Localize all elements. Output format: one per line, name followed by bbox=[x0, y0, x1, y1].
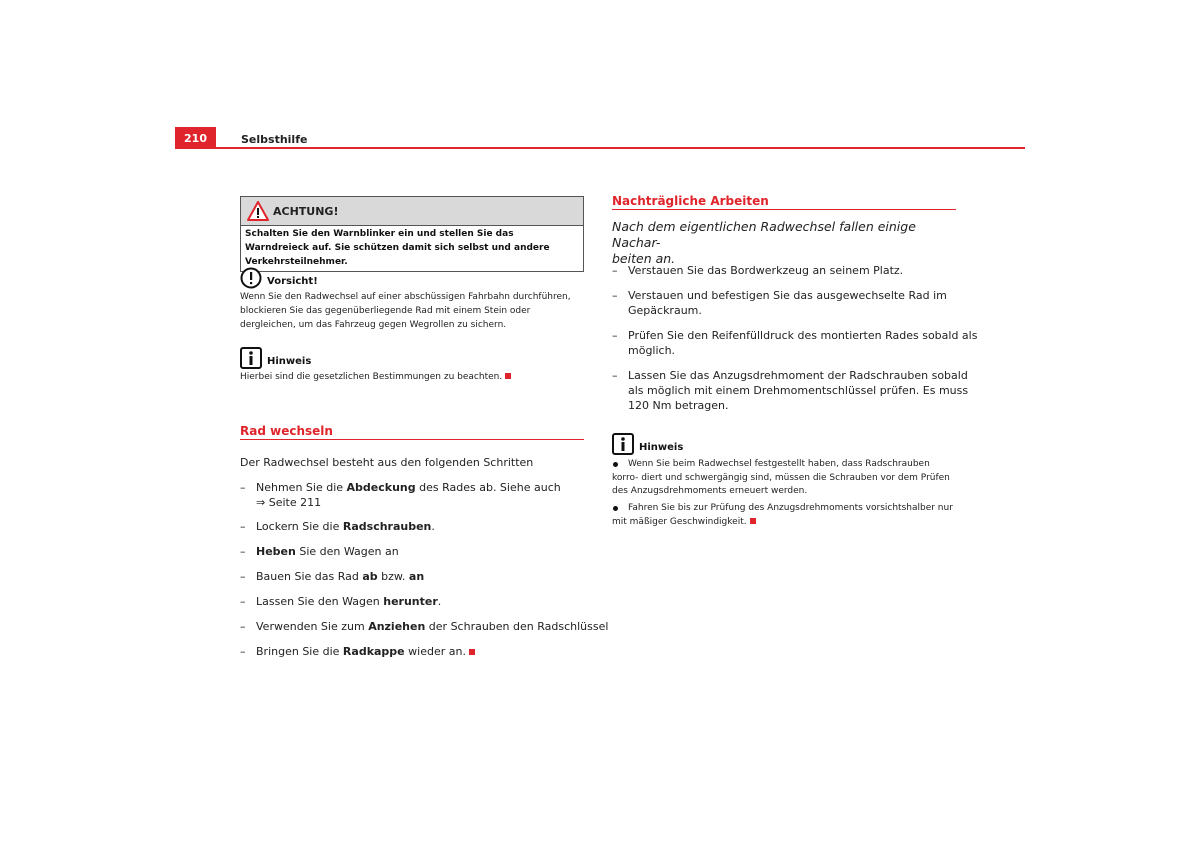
heading-rule bbox=[612, 209, 956, 210]
step-7: – Bringen Sie die Radkappe wieder an. bbox=[240, 644, 584, 659]
after-step-3: – Prüfen Sie den Reifenfülldruck des montierten Rades sobald als möglich. bbox=[612, 329, 978, 357]
rad-wechseln-intro: Der Radwechsel besteht aus den folgenden Schritten bbox=[240, 456, 534, 469]
step-1: – Nehmen Sie die Abdeckung des Rades ab. Siehe auch ⇒ Seite 211 bbox=[240, 481, 561, 509]
warning-triangle-icon bbox=[247, 201, 269, 221]
step-2: – Lockern Sie die Radschrauben. bbox=[240, 520, 435, 533]
after-step-2: – Verstauen und befestigen Sie das ausgewechselte Rad im Gepäckraum. bbox=[612, 289, 947, 317]
warning-box bbox=[240, 196, 584, 272]
note1-text: Hierbei sind die gesetzlichen Bestimmungen zu beachten. bbox=[240, 371, 584, 385]
after-step-4: – Lassen Sie das Anzugsdrehmoment der Radschrauben sobald als möglich mit einem Drehmomentschlüssel prüfen. Es muss 120 Nm betragen. bbox=[612, 369, 969, 412]
step-5: – Lassen Sie den Wagen herunter. bbox=[240, 595, 442, 608]
note2-bullet-2: Fahren Sie bis zur Prüfung des Anzugsdrehmoments vorsichtshalber nur mit mäßiger Geschwindigkeit. bbox=[612, 503, 953, 527]
bullet-dot bbox=[613, 462, 618, 467]
warning-title: ACHTUNG! bbox=[273, 205, 339, 218]
after-step-1: – Verstauen Sie das Bordwerkzeug an seinem Platz. bbox=[612, 264, 904, 277]
note2-title: Hinweis bbox=[639, 442, 684, 453]
step-6: – Verwenden Sie zum Anziehen der Schrauben den Radschlüssel bbox=[240, 620, 609, 633]
info-icon bbox=[240, 347, 262, 369]
header-rule bbox=[216, 147, 1025, 149]
note2-bullet-1: Wenn Sie beim Radwechsel festgestellt haben, dass Radschrauben korro- diert und schwergängig sind, müssen die Schrauben vor dem Prüfen des Anzugsdrehmoments erneuert werden. bbox=[612, 459, 950, 496]
section-title: Selbsthilfe bbox=[241, 133, 308, 146]
step-3: – Heben Sie den Wagen an bbox=[240, 545, 399, 558]
heading-rule bbox=[240, 439, 584, 440]
info-icon bbox=[612, 433, 634, 455]
caution-text: Wenn Sie den Radwechsel auf einer abschüssigen Fahrbahn durchführen, blockieren Sie das gegenüberliegende Rad mit einem Stein oder dergleichen, um das Fahrzeug gegen Wegrollen zu sichern. bbox=[240, 292, 571, 330]
end-mark bbox=[505, 373, 511, 379]
nachtraegliche-intro: Nach dem eigentlichen Radwechsel fallen einige Nachar- beiten an. bbox=[612, 219, 916, 266]
caution-block bbox=[240, 267, 584, 337]
end-mark bbox=[750, 518, 756, 524]
note1-title: Hinweis bbox=[267, 356, 312, 367]
note-block-1 bbox=[240, 347, 584, 392]
warning-header bbox=[241, 197, 583, 226]
warning-text: Schalten Sie den Warnblinker ein und stellen Sie das Warndreieck auf. Sie schützen damit sich selbst und andere Verkehrsteilnehmer. bbox=[245, 229, 550, 267]
page-number: 210 bbox=[175, 127, 216, 149]
step-4: – Bauen Sie das Rad ab bzw. an bbox=[240, 570, 425, 583]
page-header bbox=[175, 127, 1025, 149]
caution-title: Vorsicht! bbox=[267, 276, 318, 287]
heading-rad-wechseln: Rad wechseln bbox=[240, 424, 333, 438]
bullet-dot bbox=[613, 506, 618, 511]
exclamation-circle-icon bbox=[240, 267, 262, 289]
end-mark bbox=[469, 649, 475, 655]
heading-nachtraegliche-arbeiten: Nachträgliche Arbeiten bbox=[612, 194, 769, 208]
